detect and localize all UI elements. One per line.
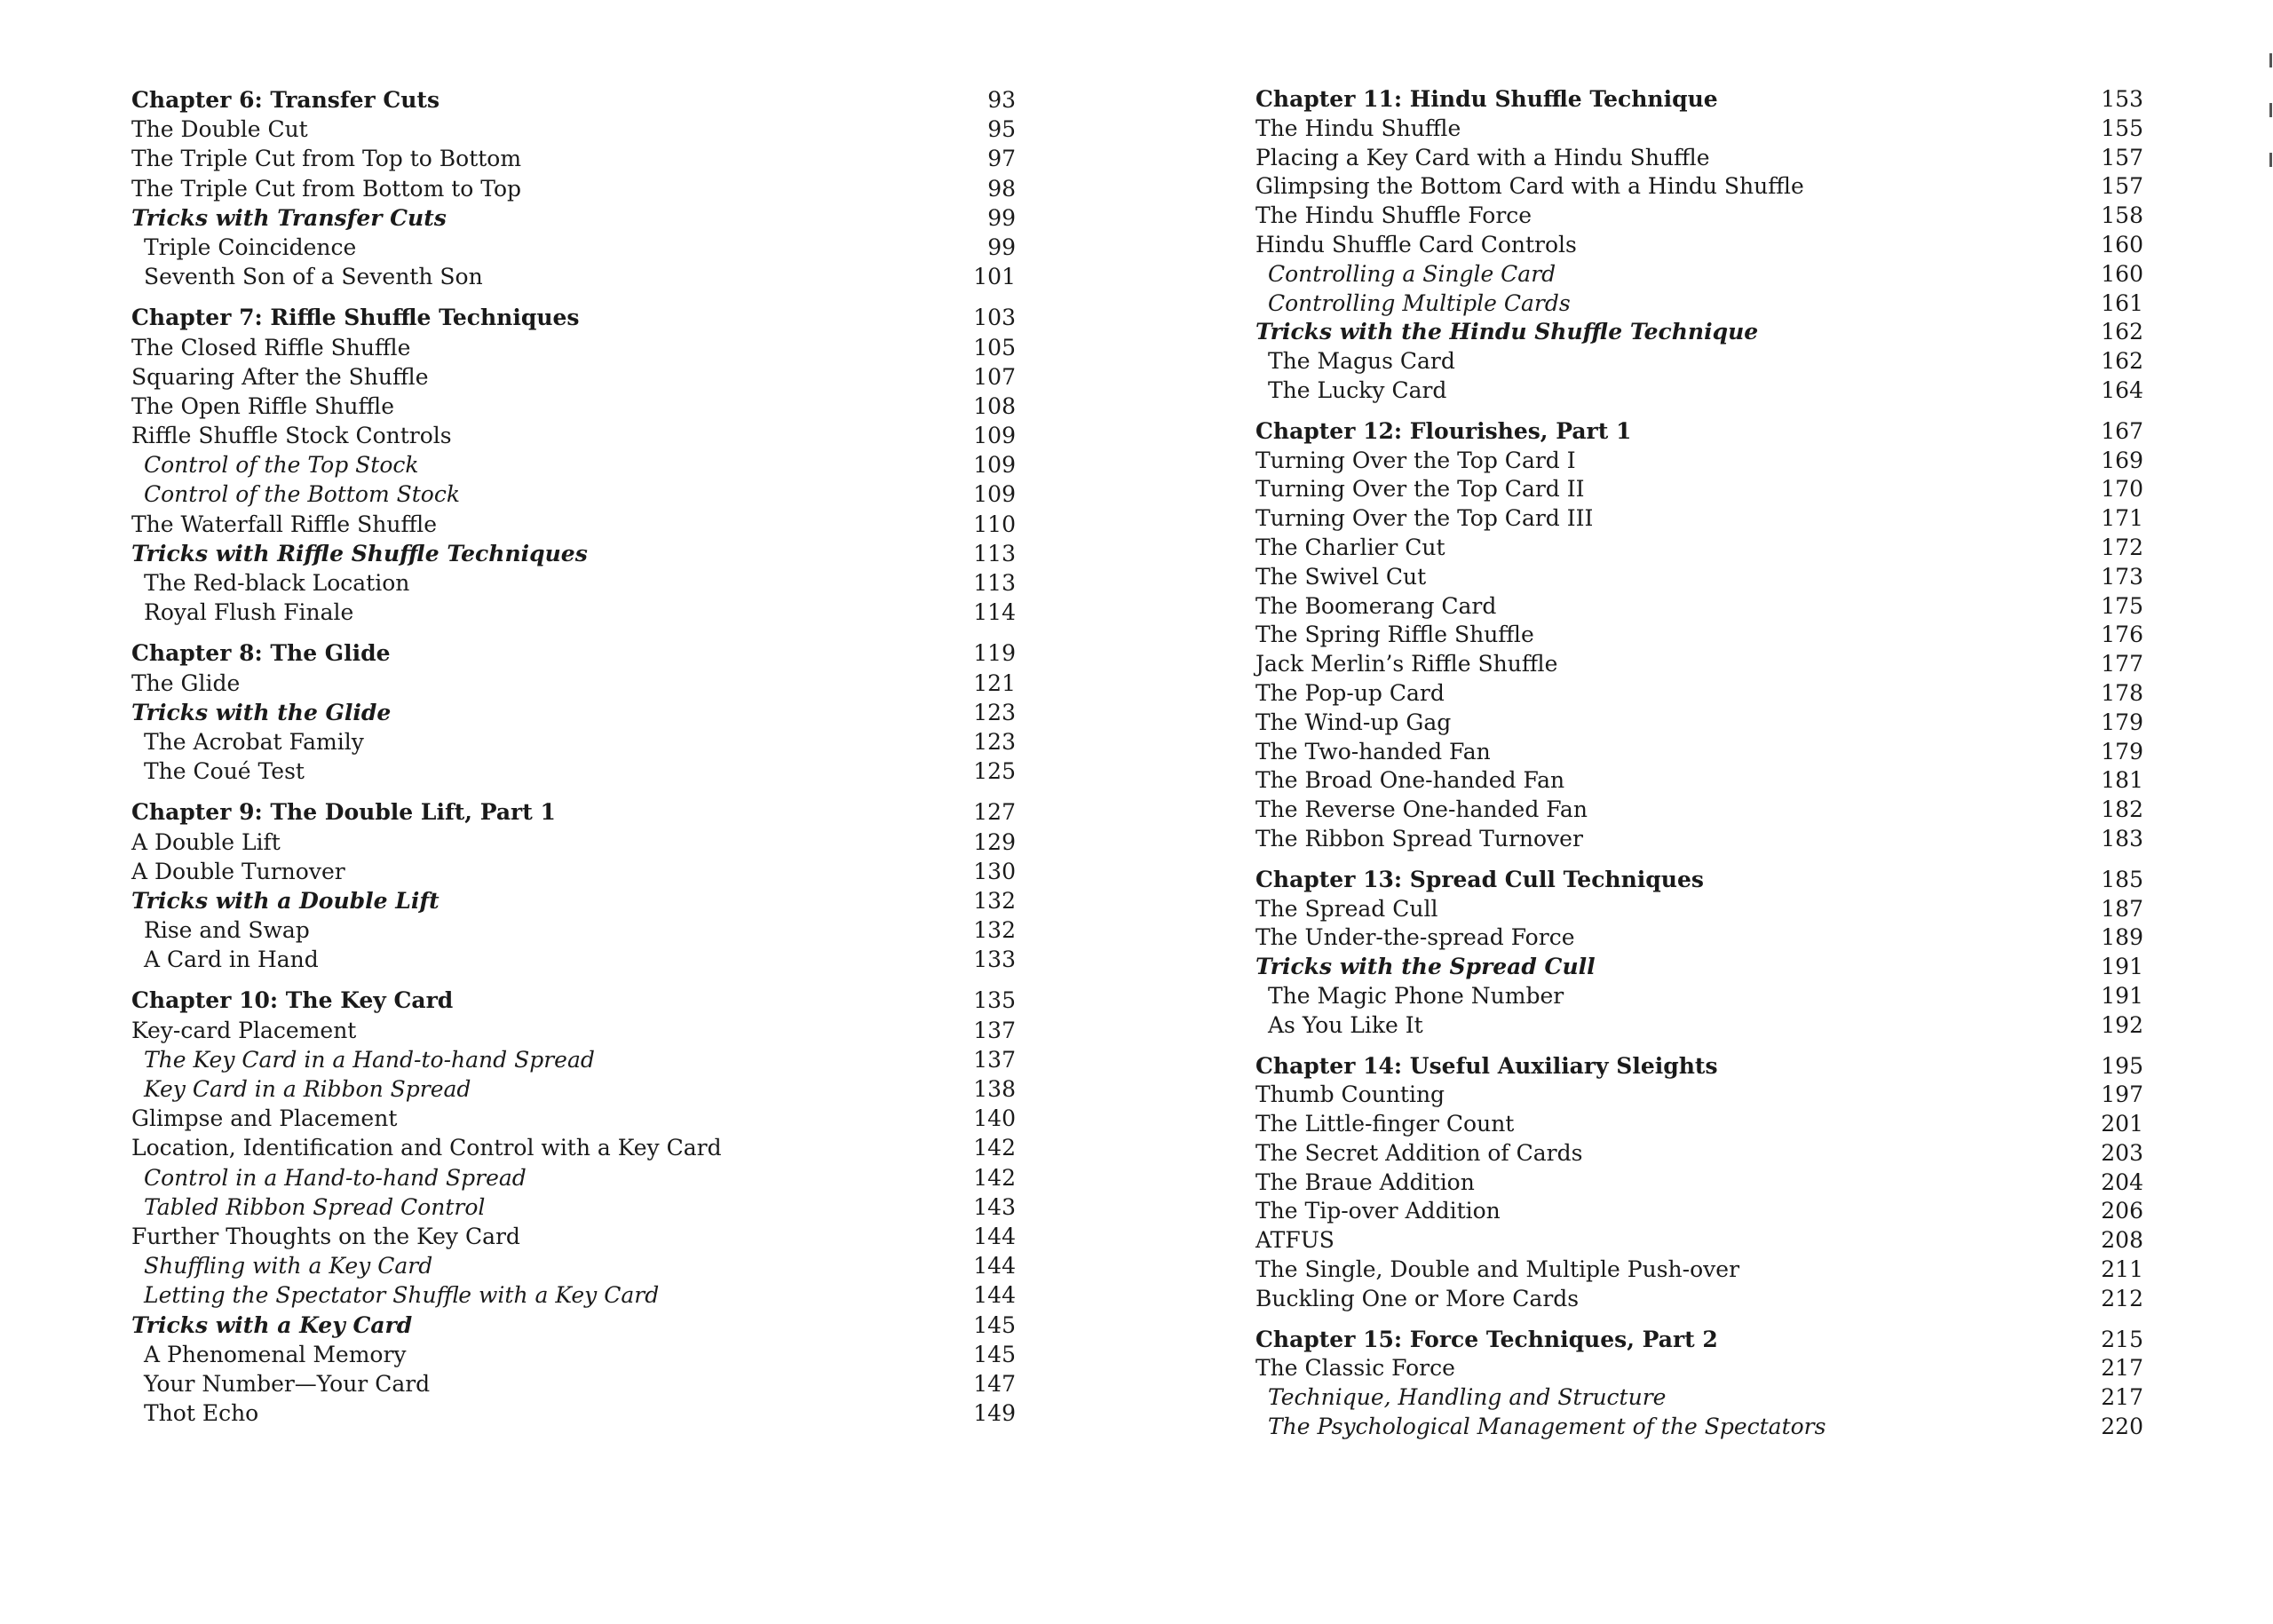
toc-page-number: 114 <box>973 599 1016 626</box>
toc-page-number: 201 <box>2101 1111 2143 1137</box>
toc-entry-title: The Swivel Cut <box>1255 563 1427 590</box>
toc-entry-title: Tricks with Riffle Shuffle Techniques <box>131 540 588 566</box>
toc-entry <box>1255 504 2143 534</box>
toc-page-number: 144 <box>973 1253 1016 1279</box>
toc-entry-title: The Triple Cut from Top to Bottom <box>131 146 522 172</box>
subtopic-entry <box>131 1074 1016 1104</box>
toc-entry-title: The Tip-over Addition <box>1255 1198 1501 1224</box>
toc-entry <box>131 828 1016 857</box>
toc-entry-title: Triple Coincidence <box>144 234 357 260</box>
toc-entry <box>1255 202 2143 231</box>
toc-page-number: 176 <box>2101 622 2143 648</box>
toc-section-chapter-8 <box>131 638 1016 786</box>
toc-entry <box>1255 895 2143 924</box>
toc-entry-title: The Acrobat Family <box>144 728 364 755</box>
subtopic-entry <box>131 479 1016 509</box>
toc-page-number: 185 <box>2101 866 2143 892</box>
toc-page-number: 132 <box>973 917 1016 944</box>
subtopic-entry <box>1255 289 2143 319</box>
toc-entry-title: ATFUS <box>1255 1227 1334 1254</box>
toc-entry-title: The Magus Card <box>1268 348 1455 375</box>
toc-entry <box>1255 1081 2143 1110</box>
toc-page-number: 144 <box>973 1282 1016 1309</box>
tricks-heading <box>1255 318 2143 347</box>
toc-page-number: 160 <box>2101 260 2143 287</box>
tricks-heading <box>131 698 1016 727</box>
toc-page-number: 99 <box>987 234 1016 260</box>
toc-entry-title: The Key Card in a Hand-to-hand Spread <box>144 1046 595 1073</box>
toc-entry <box>131 115 1016 144</box>
edge-mark <box>2269 153 2272 167</box>
toc-entry-title: Turning Over the Top Card II <box>1255 476 1585 503</box>
toc-entry-title: Buckling One or More Cards <box>1255 1285 1580 1311</box>
toc-page-number: 212 <box>2101 1285 2143 1311</box>
toc-entry-title: Chapter 10: The Key Card <box>131 987 454 1014</box>
toc-entry-title: A Double Lift <box>131 828 281 855</box>
toc-page-number: 145 <box>973 1311 1016 1338</box>
toc-entry-title: The Pop-up Card <box>1255 679 1445 706</box>
toc-entry-title: Chapter 13: Spread Cull Techniques <box>1255 866 1704 892</box>
toc-entry <box>131 144 1016 173</box>
tricks-heading <box>131 203 1016 233</box>
toc-entry <box>131 1133 1016 1162</box>
toc-entry-title: A Phenomenal Memory <box>144 1341 407 1367</box>
toc-page-number: 220 <box>2101 1414 2143 1440</box>
tricks-heading <box>131 1311 1016 1340</box>
chapter-heading <box>131 303 1016 332</box>
toc-entry <box>1255 738 2143 767</box>
toc-section-chapter-7 <box>131 303 1016 627</box>
chapter-heading <box>1255 417 2143 447</box>
toc-entry <box>1255 1168 2143 1198</box>
toc-entry <box>1255 172 2143 202</box>
trick-entry <box>131 915 1016 945</box>
toc-page-number: 105 <box>973 334 1016 360</box>
toc-entry-title: Control of the Bottom Stock <box>144 481 461 508</box>
toc-entry-title: Seventh Son of a Seventh Son <box>144 264 483 290</box>
toc-page-number: 138 <box>973 1076 1016 1102</box>
toc-entry-title: The Coué Test <box>144 758 305 785</box>
toc-page-number: 189 <box>2101 924 2143 951</box>
toc-section-chapter-9 <box>131 797 1016 974</box>
toc-section-chapter-13 <box>1255 866 2143 1041</box>
edge-mark <box>2269 103 2272 117</box>
toc-page-number: 161 <box>2101 289 2143 316</box>
toc-entry <box>1255 115 2143 144</box>
toc-entry-title: Glimpsing the Bottom Card with a Hindu Shuffle <box>1255 173 1804 200</box>
toc-page-number: 155 <box>2101 115 2143 141</box>
trick-entry <box>131 598 1016 627</box>
toc-entry-title: The Open Riffle Shuffle <box>131 392 395 419</box>
toc-page-number: 109 <box>973 423 1016 449</box>
toc-entry-title: The Psychological Management of the Spectators <box>1268 1414 1826 1440</box>
toc-entry <box>1255 766 2143 796</box>
toc-page-number: 195 <box>2101 1052 2143 1079</box>
trick-entry <box>131 262 1016 291</box>
toc-page-number: 147 <box>973 1370 1016 1397</box>
toc-page-number: 140 <box>973 1105 1016 1132</box>
toc-entry <box>131 669 1016 698</box>
toc-entry <box>1255 650 2143 679</box>
toc-entry-title: Tricks with Transfer Cuts <box>131 204 447 231</box>
toc-entry <box>1255 709 2143 738</box>
toc-entry <box>1255 144 2143 173</box>
toc-entry-title: Placing a Key Card with a Hindu Shuffle <box>1255 144 1710 170</box>
toc-entry-title: The Double Cut <box>131 116 308 143</box>
toc-entry <box>131 510 1016 539</box>
toc-entry <box>131 1016 1016 1045</box>
toc-page-number: 137 <box>973 1046 1016 1073</box>
toc-entry-title: The Triple Cut from Bottom to Top <box>131 175 522 202</box>
toc-page-number: 119 <box>973 640 1016 667</box>
edge-mark <box>2269 53 2272 67</box>
toc-page-number: 99 <box>987 204 1016 231</box>
toc-entry-title: Chapter 9: The Double Lift, Part 1 <box>131 799 556 826</box>
chapter-heading <box>1255 866 2143 895</box>
subtopic-entry <box>131 1280 1016 1310</box>
toc-entry-title: Tricks with the Hindu Shuffle Technique <box>1255 319 1759 345</box>
toc-page-number: 107 <box>973 363 1016 390</box>
chapter-heading <box>1255 1052 2143 1081</box>
toc-page-number: 183 <box>2101 825 2143 852</box>
toc-entry-title: Control of the Top Stock <box>144 452 419 479</box>
toc-page-number: 142 <box>973 1135 1016 1161</box>
toc-page-number: 113 <box>973 570 1016 596</box>
toc-entry-title: The Broad One-handed Fan <box>1255 767 1565 794</box>
toc-page-number: 125 <box>973 758 1016 785</box>
toc-page-number: 162 <box>2101 348 2143 375</box>
toc-page-number: 172 <box>2101 534 2143 560</box>
toc-page-number: 191 <box>2101 982 2143 1009</box>
toc-entry-title: The Classic Force <box>1255 1355 1455 1382</box>
toc-entry-title: A Double Turnover <box>131 858 345 884</box>
toc-page-number: 123 <box>973 728 1016 755</box>
toc-page-number: 192 <box>2101 1011 2143 1038</box>
toc-entry-title: Jack Merlin’s Riffle Shuffle <box>1255 651 1558 677</box>
toc-section-chapter-6 <box>131 85 1016 291</box>
toc-page-number: 175 <box>2101 592 2143 619</box>
toc-entry-title: A Card in Hand <box>144 947 319 973</box>
toc-page-number: 108 <box>973 392 1016 419</box>
subtopic-entry <box>131 1192 1016 1222</box>
toc-entry-title: Squaring After the Shuffle <box>131 363 429 390</box>
page-edge-marks <box>2268 53 2273 202</box>
toc-entry-title: Chapter 12: Flourishes, Part 1 <box>1255 417 1632 444</box>
toc-entry <box>1255 1226 2143 1256</box>
trick-entry <box>131 757 1016 786</box>
subtopic-entry <box>1255 1383 2143 1413</box>
toc-entry-title: The Magic Phone Number <box>1268 982 1564 1009</box>
toc-entry <box>1255 1197 2143 1226</box>
toc-entry-title: The Reverse One-handed Fan <box>1255 796 1588 823</box>
toc-page-number: 109 <box>973 452 1016 479</box>
trick-entry <box>131 568 1016 598</box>
toc-entry <box>131 857 1016 886</box>
toc-section-chapter-12 <box>1255 417 2143 854</box>
toc-entry-title: The Two-handed Fan <box>1255 738 1491 764</box>
toc-page-number: 177 <box>2101 651 2143 677</box>
toc-entry-title: Letting the Spectator Shuffle with a Key Card <box>144 1282 660 1309</box>
toc-entry <box>1255 1256 2143 1285</box>
toc-entry-title: The Single, Double and Multiple Push-over <box>1255 1256 1740 1283</box>
toc-entry-title: Your Number—Your Card <box>144 1370 431 1397</box>
toc-entry <box>1255 1139 2143 1168</box>
toc-entry-title: Further Thoughts on the Key Card <box>131 1223 520 1249</box>
toc-page-number: 173 <box>2101 563 2143 590</box>
tricks-heading <box>131 539 1016 568</box>
toc-page-number: 121 <box>973 669 1016 696</box>
toc-page-number: 132 <box>973 887 1016 914</box>
toc-entry <box>1255 923 2143 953</box>
toc-section-chapter-14 <box>1255 1052 2143 1314</box>
toc-entry <box>1255 1354 2143 1383</box>
toc-entry-title: The Red-black Location <box>144 570 410 596</box>
toc-page-number: 110 <box>973 511 1016 537</box>
toc-page-number: 206 <box>2101 1198 2143 1224</box>
chapter-heading <box>1255 85 2143 115</box>
toc-page-number: 211 <box>2101 1256 2143 1283</box>
toc-page-number: 182 <box>2101 796 2143 823</box>
toc-entry-title: Shuffling with a Key Card <box>144 1253 433 1279</box>
subtopic-entry <box>1255 1413 2143 1442</box>
trick-entry <box>131 1398 1016 1428</box>
toc-entry <box>131 333 1016 362</box>
toc-page-number: 203 <box>2101 1139 2143 1166</box>
toc-entry <box>1255 621 2143 650</box>
toc-entry-title: The Glide <box>131 669 241 696</box>
tricks-heading <box>131 886 1016 915</box>
toc-page-number: 179 <box>2101 709 2143 735</box>
toc-page-number: 109 <box>973 481 1016 508</box>
trick-entry <box>131 233 1016 262</box>
toc-page-number: 98 <box>987 175 1016 202</box>
toc-section-chapter-10 <box>131 986 1016 1428</box>
toc-entry-title: Tabled Ribbon Spread Control <box>144 1193 486 1220</box>
toc-page-number: 135 <box>973 987 1016 1014</box>
toc-entry-title: Rise and Swap <box>144 917 310 944</box>
toc-entry-title: The Spread Cull <box>1255 895 1438 922</box>
toc-page-number: 162 <box>2101 319 2143 345</box>
toc-page-number: 191 <box>2101 954 2143 980</box>
toc-entry-title: Controlling a Single Card <box>1268 260 1556 287</box>
toc-page-number: 197 <box>2101 1081 2143 1108</box>
subtopic-entry <box>131 450 1016 479</box>
subtopic-entry <box>131 1251 1016 1280</box>
toc-page-number: 101 <box>973 264 1016 290</box>
trick-entry <box>1255 347 2143 376</box>
toc-entry-title: Chapter 8: The Glide <box>131 640 391 667</box>
trick-entry <box>131 1340 1016 1369</box>
chapter-heading <box>131 986 1016 1015</box>
toc-entry-title: Location, Identification and Control with a Key Card <box>131 1135 722 1161</box>
toc-entry <box>131 362 1016 392</box>
trick-entry <box>131 727 1016 757</box>
toc-entry <box>1255 1285 2143 1314</box>
toc-page-number: 167 <box>2101 417 2143 444</box>
toc-entry-title: Key Card in a Ribbon Spread <box>144 1076 471 1102</box>
subtopic-entry <box>131 1045 1016 1074</box>
toc-entry-title: Glimpse and Placement <box>131 1105 398 1132</box>
trick-entry <box>131 945 1016 974</box>
toc-page-number: 179 <box>2101 738 2143 764</box>
toc-page-number: 178 <box>2101 679 2143 706</box>
toc-entry <box>1255 534 2143 563</box>
toc-entry-title: Controlling Multiple Cards <box>1268 289 1571 316</box>
toc-entry-title: The Spring Riffle Shuffle <box>1255 622 1534 648</box>
toc-entry <box>131 1222 1016 1251</box>
toc-right-column <box>1255 85 2143 1454</box>
toc-entry-title: The Little-finger Count <box>1255 1111 1515 1137</box>
toc-entry-title: Turning Over the Top Card I <box>1255 447 1576 473</box>
toc-page-number: 143 <box>973 1193 1016 1220</box>
toc-page-number: 160 <box>2101 231 2143 257</box>
toc-entry-title: The Waterfall Riffle Shuffle <box>131 511 438 537</box>
toc-entry-title: Control in a Hand-to-hand Spread <box>144 1164 527 1191</box>
toc-entry-title: The Ribbon Spread Turnover <box>1255 825 1583 852</box>
toc-page-number: 129 <box>973 828 1016 855</box>
toc-entry-title: Chapter 14: Useful Auxiliary Sleights <box>1255 1052 1718 1079</box>
toc-page-number: 187 <box>2101 895 2143 922</box>
toc-page-number: 123 <box>973 699 1016 725</box>
toc-entry-title: Technique, Handling and Structure <box>1268 1384 1667 1411</box>
toc-page-number: 149 <box>973 1400 1016 1427</box>
toc-entry-title: The Closed Riffle Shuffle <box>131 334 411 360</box>
trick-entry <box>1255 982 2143 1011</box>
toc-entry-title: Chapter 11: Hindu Shuffle Technique <box>1255 86 1718 112</box>
toc-entry <box>1255 447 2143 476</box>
toc-page-number: 153 <box>2101 86 2143 112</box>
toc-entry-title: Tricks with a Double Lift <box>131 887 440 914</box>
toc-page-number: 113 <box>973 540 1016 566</box>
toc-entry-title: The Under-the-spread Force <box>1255 924 1575 951</box>
tricks-heading <box>1255 953 2143 982</box>
toc-page-number: 208 <box>2101 1227 2143 1254</box>
toc-entry-title: The Braue Addition <box>1255 1168 1475 1195</box>
toc-entry-title: The Wind-up Gag <box>1255 709 1452 735</box>
toc-entry <box>1255 1110 2143 1139</box>
toc-page-number: 103 <box>973 305 1016 331</box>
toc-section-chapter-11 <box>1255 85 2143 406</box>
toc-page-number: 204 <box>2101 1168 2143 1195</box>
trick-entry <box>131 1369 1016 1398</box>
toc-page-number: 144 <box>973 1223 1016 1249</box>
toc-entry <box>131 174 1016 203</box>
toc-entry-title: The Lucky Card <box>1268 376 1447 403</box>
toc-entry-title: Tricks with the Spread Cull <box>1255 954 1596 980</box>
toc-entry <box>1255 231 2143 260</box>
toc-entry <box>131 392 1016 421</box>
toc-page-number: 95 <box>987 116 1016 143</box>
toc-entry-title: Chapter 7: Riffle Shuffle Techniques <box>131 305 580 331</box>
toc-entry <box>1255 563 2143 592</box>
toc-entry-title: Riffle Shuffle Stock Controls <box>131 423 452 449</box>
chapter-heading <box>1255 1326 2143 1355</box>
toc-section-chapter-15 <box>1255 1326 2143 1442</box>
toc-entry-title: The Secret Addition of Cards <box>1255 1139 1583 1166</box>
toc-page-number: 97 <box>987 146 1016 172</box>
toc-entry-title: The Hindu Shuffle <box>1255 115 1461 141</box>
toc-page-number: 157 <box>2101 173 2143 200</box>
toc-entry-title: As You Like It <box>1268 1011 1423 1038</box>
toc-entry <box>1255 592 2143 622</box>
toc-page-number: 127 <box>973 799 1016 826</box>
toc-page-number: 137 <box>973 1017 1016 1043</box>
toc-entry-title: Thumb Counting <box>1255 1081 1445 1108</box>
subtopic-entry <box>1255 260 2143 289</box>
toc-entry-title: Turning Over the Top Card III <box>1255 505 1594 532</box>
toc-page-number: 93 <box>987 87 1016 113</box>
chapter-heading <box>131 797 1016 827</box>
toc-entry-title: The Charlier Cut <box>1255 534 1445 560</box>
toc-entry-title: Thot Echo <box>144 1400 259 1427</box>
toc-entry <box>131 421 1016 450</box>
toc-page-number: 181 <box>2101 767 2143 794</box>
toc-entry-title: Chapter 15: Force Techniques, Part 2 <box>1255 1326 1718 1352</box>
toc-entry <box>1255 679 2143 709</box>
toc-entry <box>1255 475 2143 504</box>
toc-entry <box>1255 796 2143 825</box>
toc-page-number: 142 <box>973 1164 1016 1191</box>
toc-entry-title: The Hindu Shuffle Force <box>1255 202 1532 229</box>
toc-entry-title: The Boomerang Card <box>1255 592 1497 619</box>
toc-page-number: 157 <box>2101 144 2143 170</box>
toc-page-number: 130 <box>973 858 1016 884</box>
toc-page-number: 158 <box>2101 202 2143 229</box>
trick-entry <box>1255 376 2143 406</box>
toc-entry-title: Hindu Shuffle Card Controls <box>1255 231 1577 257</box>
toc-entry-title: Tricks with a Key Card <box>131 1311 413 1338</box>
toc-page-number: 215 <box>2101 1326 2143 1352</box>
toc-page-number: 164 <box>2101 376 2143 403</box>
toc-entry-title: Chapter 6: Transfer Cuts <box>131 87 440 113</box>
toc-page-number: 133 <box>973 947 1016 973</box>
toc-page-number: 169 <box>2101 447 2143 473</box>
toc-page-number: 217 <box>2101 1355 2143 1382</box>
chapter-heading <box>131 85 1016 115</box>
toc-entry-title: Tricks with the Glide <box>131 699 392 725</box>
subtopic-entry <box>131 1163 1016 1192</box>
toc-entry-title: Key-card Placement <box>131 1017 357 1043</box>
chapter-heading <box>131 638 1016 668</box>
toc-left-column <box>131 85 1016 1439</box>
toc-page-number: 170 <box>2101 476 2143 503</box>
toc-page-number: 171 <box>2101 505 2143 532</box>
toc-entry <box>131 1104 1016 1133</box>
trick-entry <box>1255 1011 2143 1041</box>
toc-page-number: 145 <box>973 1341 1016 1367</box>
toc-page-number: 217 <box>2101 1384 2143 1411</box>
toc-entry-title: Royal Flush Finale <box>144 599 354 626</box>
toc-entry <box>1255 825 2143 854</box>
